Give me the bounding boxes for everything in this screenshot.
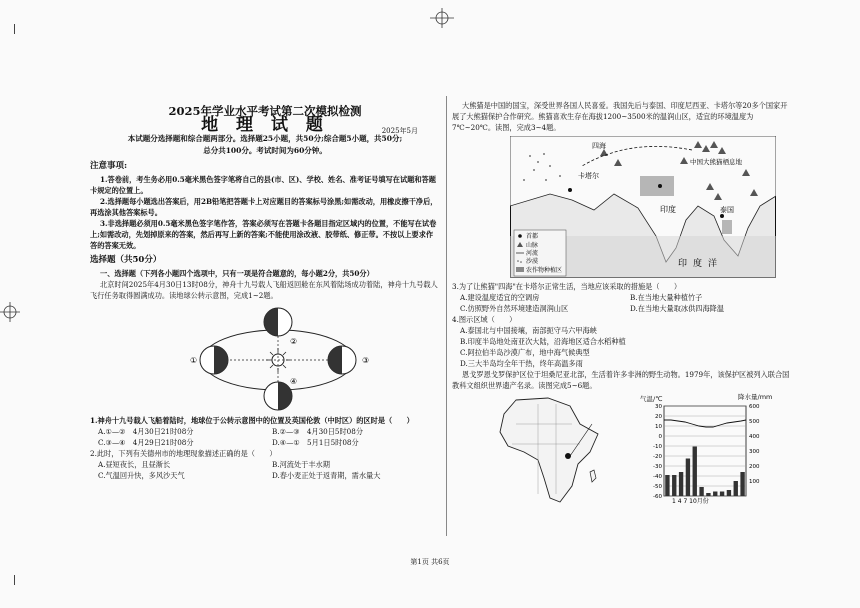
orbit-label-1: ① — [190, 356, 198, 365]
precip-tick-label: 200 — [749, 464, 760, 470]
map-label-panda-habitat: 中国大熊猫栖息地 — [690, 158, 742, 166]
map-label-thailand: 泰国 — [720, 206, 734, 214]
left-column — [90, 102, 440, 481]
passage-ngorongoro: 恩戈罗恩戈罗保护区位于坦桑尼亚北部，生活着许多非洲的野生动物。1979年，该保护区被列入联合国教科文组织世界遗产名录。读图完成5~6题。 — [452, 370, 790, 390]
legend-desert: 沙漠 — [526, 258, 539, 265]
registration-mark-left — [0, 302, 20, 322]
earth-right — [328, 346, 356, 374]
q4-option-c[interactable]: C.阿拉伯半岛沙漠广布，地中海气候典型 — [460, 348, 590, 357]
right-column — [452, 100, 794, 509]
map-label-india: 印度 — [660, 205, 676, 214]
earth-bottom — [264, 382, 292, 410]
question-stem-1-2: 北京时间2025年4月30日13时08分，神舟十九号载人飞船返回舱在东风着陆场成功着陆，神舟十九号载人飞行任务取得圆满成功。读地球公转示意图，完成1~2题。 — [90, 280, 438, 300]
note-item-3: 3.非选择题必须用0.5毫米黑色签字笔作答，答案必须写在答题卡各题目指定区域内的位置，不能写在试卷上;如需改动，先划掉原来的答案，然后再写上新的答案;不能使用涂改液、胶带纸、修正带。不按以上要求作答的答案无效。 — [90, 219, 437, 250]
question-3-options — [452, 292, 794, 314]
q2-option-d[interactable]: D.春小麦正处于返青期，需水量大 — [272, 471, 381, 480]
earth-top — [264, 308, 292, 336]
precip-axis-title: 降水量/mm — [738, 393, 773, 401]
intro-line-2: 总分共100分。考试时间为60分钟。 — [203, 146, 327, 155]
precip-bar-5 — [693, 447, 697, 497]
precip-bar-12 — [740, 472, 744, 496]
asia-map-figure — [510, 136, 794, 278]
section-heading: 选择题（共50分） — [90, 255, 162, 265]
precip-bar-4 — [686, 459, 690, 497]
map-label-indian-ocean: 印度洋 — [678, 259, 724, 269]
month-axis-label: 1 4 7 10月份 — [672, 498, 709, 505]
precip-tick-label: 300 — [749, 449, 760, 455]
precip-bar-9 — [720, 492, 724, 497]
precip-bar-8 — [713, 492, 717, 497]
climate-chart-svg — [632, 394, 792, 506]
notes-heading: 注意事项: — [90, 161, 128, 171]
q4-option-a[interactable]: A.泰国北与中国接壤，南部扼守马六甲海峡 — [460, 326, 597, 335]
legend-river: 河流 — [526, 250, 539, 257]
earth-orbit-diagram — [90, 304, 440, 412]
precip-bar-11 — [734, 481, 738, 496]
column-divider — [446, 96, 447, 536]
q2-option-c[interactable]: C.气温回升快，多风沙天气 — [98, 471, 185, 480]
precip-tick-label: 500 — [749, 419, 760, 425]
temp-tick-label: -60 — [653, 494, 662, 500]
crop-mark-top-left — [14, 24, 15, 34]
precip-bar-2 — [672, 475, 676, 496]
temp-tick-label: 0 — [658, 434, 662, 440]
question-2-stem: 2.此时，下列有关德州市的地理现象描述正确的是（ ） — [90, 449, 277, 458]
map-label-sihai: 四海 — [592, 142, 606, 150]
africa-climate-figure — [452, 394, 794, 506]
earth-left — [200, 346, 228, 374]
temp-tick-label: -50 — [653, 484, 662, 490]
q3-option-c[interactable]: C.仿照野外自然环境建造洞润山区 — [460, 304, 569, 313]
asia-panda-map — [510, 136, 776, 278]
q3-option-a[interactable]: A.建设温度适宜的空调房 — [460, 293, 540, 302]
orbit-label-2: ② — [290, 337, 298, 346]
q1-option-b[interactable]: B.②—③ 4月30日5时08分 — [272, 427, 364, 436]
question-1-options — [90, 426, 440, 448]
temp-tick-label: -10 — [653, 444, 662, 450]
precip-tick-label: 400 — [749, 434, 760, 440]
temp-tick-label: 10 — [655, 424, 662, 430]
section-instruction: 一、选择题（下列各小题四个选项中，只有一项是符合题意的，每小题2分，共50分） — [100, 269, 374, 278]
orbit-label-3: ③ — [362, 356, 370, 365]
q1-option-d[interactable]: D.④—① 5月1日5时08分 — [272, 438, 359, 447]
note-item-1: 1.答卷前，考生务必用0.5毫米黑色签字笔将自己的县(市、区)、学校、姓名、准考证号填写在试题和答题卡规定的位置上。 — [90, 175, 436, 195]
q2-option-a[interactable]: A.昼短夜长，且昼渐长 — [98, 460, 171, 469]
question-4-stem: 4.图示区域（ ） — [452, 315, 517, 324]
precip-tick-label: 100 — [749, 479, 760, 485]
passage-panda: 大熊猫是中国的国宝，深受世界各国人民喜爱。我国先后与泰国、印度尼西亚、卡塔尔等20多个国家开展了大熊猫保护合作研究。熊猫喜欢生存在海拔1200~3500米的温润山区，适宜的环境温度为7℃~20℃。读图，完成3~4题。 — [452, 101, 788, 132]
precip-bar-3 — [679, 472, 683, 496]
intro-line-1: 本试题分选择题和综合题两部分。选择题25小题，共50分;综合题5小题，共50分; — [127, 134, 403, 143]
temp-tick-label: -20 — [653, 454, 662, 460]
q3-option-b[interactable]: B.在当地大量种植竹子 — [630, 293, 703, 302]
temp-tick-label: -40 — [653, 474, 662, 480]
legend-mountain: 山脉 — [526, 242, 539, 249]
exam-title: 2025年学业水平考试第二次模拟检测 — [168, 104, 362, 118]
precip-bar-10 — [727, 490, 731, 496]
subject-title-text: 地 理 试 题 — [201, 115, 329, 135]
question-4-options — [452, 325, 794, 369]
precip-bar-7 — [706, 493, 710, 496]
registration-mark-top — [430, 8, 454, 28]
precip-tick-label: 600 — [749, 404, 760, 410]
temp-tick-label: -30 — [653, 464, 662, 470]
q1-option-a[interactable]: A.①—② 4月30日21时08分 — [98, 427, 194, 436]
question-3-stem: 3.为了让熊猫"四海"在卡塔尔正常生活，当地应该采取的措施是（ ） — [452, 282, 682, 291]
orbit-label-4: ④ — [290, 377, 298, 386]
climate-chart — [632, 394, 792, 506]
legend-crop-area: 农作物种植区 — [526, 267, 563, 274]
temp-axis-title: 气温/℃ — [640, 395, 663, 403]
precip-bar-6 — [699, 487, 703, 496]
precip-bar-1 — [665, 475, 669, 496]
page-footer: 第1页 共6页 — [410, 558, 450, 566]
subject-title — [90, 115, 440, 135]
q4-option-d[interactable]: D.三大半岛均全年干热，终年高温多雨 — [460, 359, 583, 368]
question-1-stem: 1.神舟十九号载人飞船着陆时，地球位于公转示意图中的位置及英国伦敦（中时区）的区时是（ ） — [90, 416, 414, 425]
q1-option-c[interactable]: C.③—④ 4月29日21时08分 — [98, 438, 194, 447]
q3-option-d[interactable]: D.在当地大量取冰供四海降温 — [630, 304, 725, 313]
exam-date: 2025年5月 — [381, 127, 418, 135]
earth-orbit-figure — [90, 304, 440, 412]
q4-option-b[interactable]: B.印度半岛地处南亚次大陆，沿海地区适合水稻种植 — [460, 337, 626, 346]
note-item-2: 2.选择题每小题选出答案后，用2B铅笔把答题卡上对应题目的答案标号涂黑;如需改动，用橡皮擦干净后，再选涂其他答案标号。 — [90, 197, 438, 217]
map-label-qatar: 卡塔尔 — [578, 172, 599, 180]
temp-tick-label: 20 — [655, 414, 662, 420]
temp-tick-label: 30 — [655, 404, 662, 410]
q2-option-b[interactable]: B.河流处于丰水期 — [272, 460, 330, 469]
legend-capital: 首都 — [526, 233, 539, 240]
question-2-options — [90, 459, 440, 481]
crop-mark-bottom-left — [14, 575, 15, 585]
